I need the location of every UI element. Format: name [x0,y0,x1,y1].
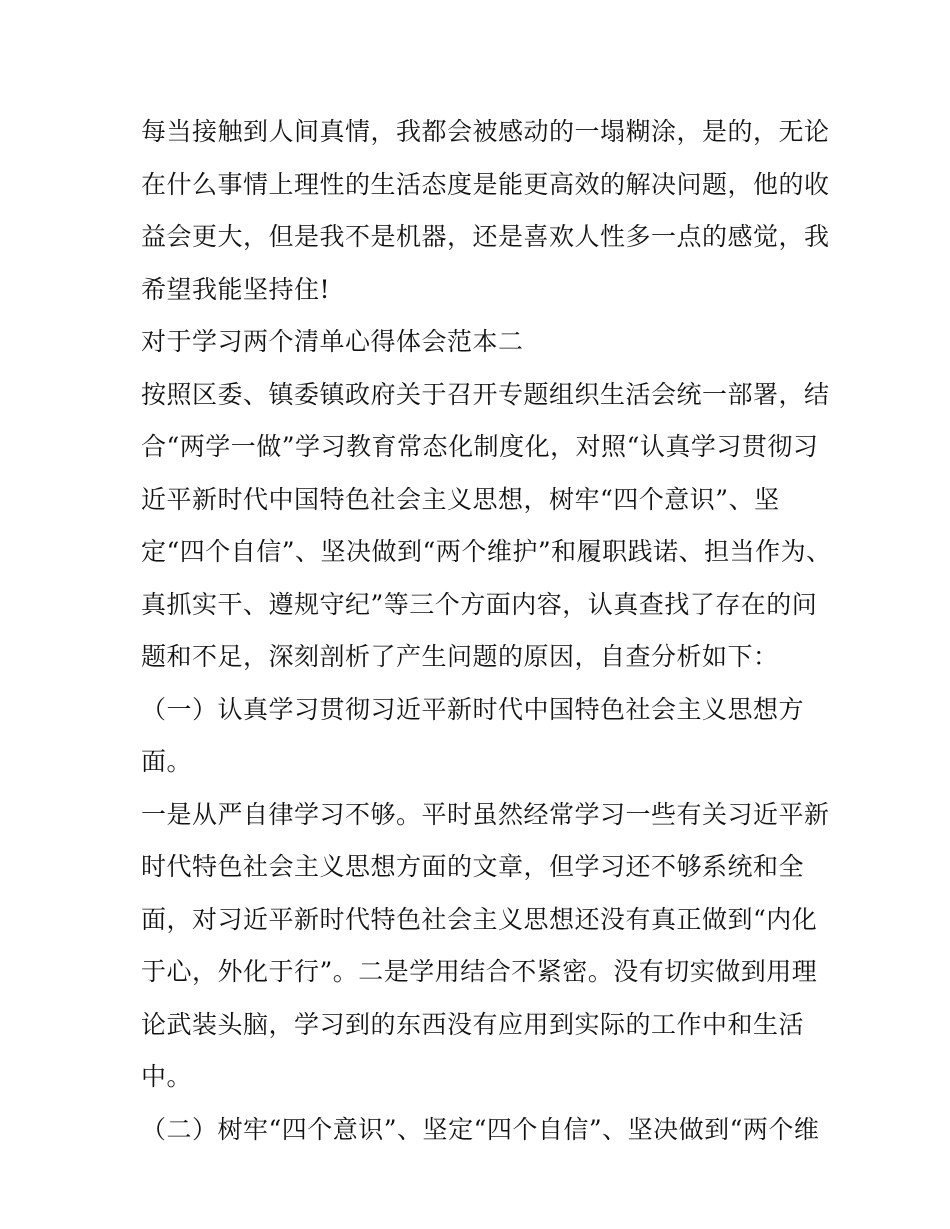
subsection-heading: （一）认真学习贯彻习近平新时代中国特色社会主义思想方 [141,694,805,724]
subsection-heading: （二）树牢“四个意识”、坚定“四个自信”、坚决做到“两个维 [141,1114,820,1144]
text-line: 面。 [141,747,193,776]
text-line: 面，对习近平新时代特色社会主义思想还没有真正做到“内化 [141,904,818,934]
body-text [141,106,832,1156]
text-line: 于心，外化于行”。二是学用结合不紧密。没有切实做到用理 [141,957,818,986]
text-line: 益会更大，但是我不是机器，还是喜欢人性多一点的感觉，我 [141,222,830,251]
text-line: 近平新时代中国特色社会主义思想，树牢“四个意识”、坚 [141,484,780,514]
text-line: 一是从严自律学习不够。平时虽然经常学习一些有关习近平新 [141,799,830,829]
text-line: 按照区委、镇委镇政府关于召开专题组织生活会统一部署，结 [141,379,830,409]
text-line: 定“四个自信”、坚决做到“两个维护”和履职践诺、担当作为、 [141,537,832,566]
text-line: 合“两学一做”学习教育常态化制度化，对照“认真学习贯彻习 [141,432,819,461]
section-heading: 对于学习两个清单心得体会范本二 [141,327,524,356]
text-line: 希望我能坚持住! [141,274,331,304]
text-line: 题和不足，深刻剖析了产生问题的原因，自查分析如下： [141,642,779,671]
text-line: 论武装头脑，学习到的东西没有应用到实际的工作中和生活 [141,1009,805,1039]
text-line: 真抓实干、遵规守纪”等三个方面内容，认真查找了存在的问 [141,589,818,619]
text-line: 时代特色社会主义思想方面的文章，但学习还不够系统和全 [141,852,805,881]
text-line: 在什么事情上理性的生活态度是能更高效的解决问题，他的收 [141,169,830,199]
text-line: 每当接触到人间真情，我都会被感动的一塌糊涂，是的，无论 [141,117,830,146]
text-line: 中。 [141,1062,193,1091]
